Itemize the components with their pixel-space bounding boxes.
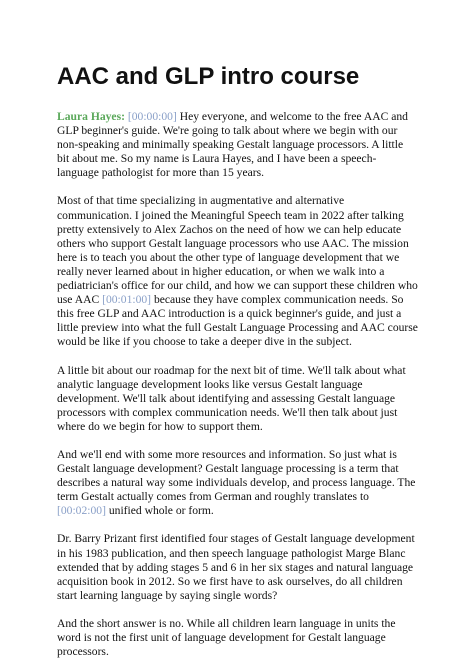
transcript-paragraph	[57, 194, 418, 349]
timestamp: [00:00:00]	[127, 110, 177, 123]
transcript-paragraph	[57, 110, 418, 180]
transcript-paragraph	[57, 448, 418, 518]
transcript-paragraph: A little bit about our roadmap for the next bit of time. We'll talk about what analytic language development looks like versus Gestalt language development. We'll talk about identifying and assessing Gestalt language processors with complex communication needs. We'll then talk about just where do we begin for how to support them.	[57, 363, 406, 433]
paragraph-text: Hey everyone, and welcome to the free AAC and GLP beginner's guide. We're going to talk about where we begin with our non-speaking and minimally speaking Gestalt language processors. A little bit about me. So my name is Laura Hayes, and I have been a speech-language pathologist for more than 15 years.	[57, 110, 408, 180]
timestamp: [00:02:00]	[57, 504, 106, 518]
paragraph-text: because they have complex communication needs. So this free GLP and AAC introduction is a quick beginner's guide, and just a little preview into what the full Gestalt Language Processing and AAC course would be like if you choose to take a deeper dive in the subject.	[57, 293, 418, 349]
paragraph-text: And we'll end with some more resources and information. So just what is Gestalt language development? Gestalt language processing is a term that describes a natural way some individuals develop, and process language. The term Gestalt actually comes from German and roughly translates to	[57, 447, 416, 504]
transcript-paragraph: And the short answer is no. While all children learn language in units the word is not the first unit of language development for Gestalt language processors.	[57, 616, 396, 659]
paragraph-text: Most of that time specializing in augmentative and alternative communication. I joined the Meaningful Speech team in 2022 after talking pretty extensively to Alex Zachos on the need of how we can help educate others who support Gestalt language processors who use AAC. The mission here is to teach you about the other type of language development that we really never learned about in higher education, or when we walk into a pediatrician's office for our child, and how we can support these children who use AAC	[57, 194, 418, 307]
document-title: AAC and GLP intro course	[57, 63, 360, 90]
paragraph-text: unified whole or form.	[105, 504, 214, 518]
speaker-name: Laura Hayes:	[57, 110, 125, 123]
timestamp: [00:01:00]	[102, 293, 152, 307]
transcript-paragraph: Dr. Barry Prizant first identified four stages of Gestalt language development in his 1983 publication, and then speech language pathologist Marge Blanc extended that by adding stages 5 and 6 in her six stages and natural language acquisition book in 2012. So we first have to ask ourselves, do all children start learning language by saying single words?	[57, 532, 415, 602]
